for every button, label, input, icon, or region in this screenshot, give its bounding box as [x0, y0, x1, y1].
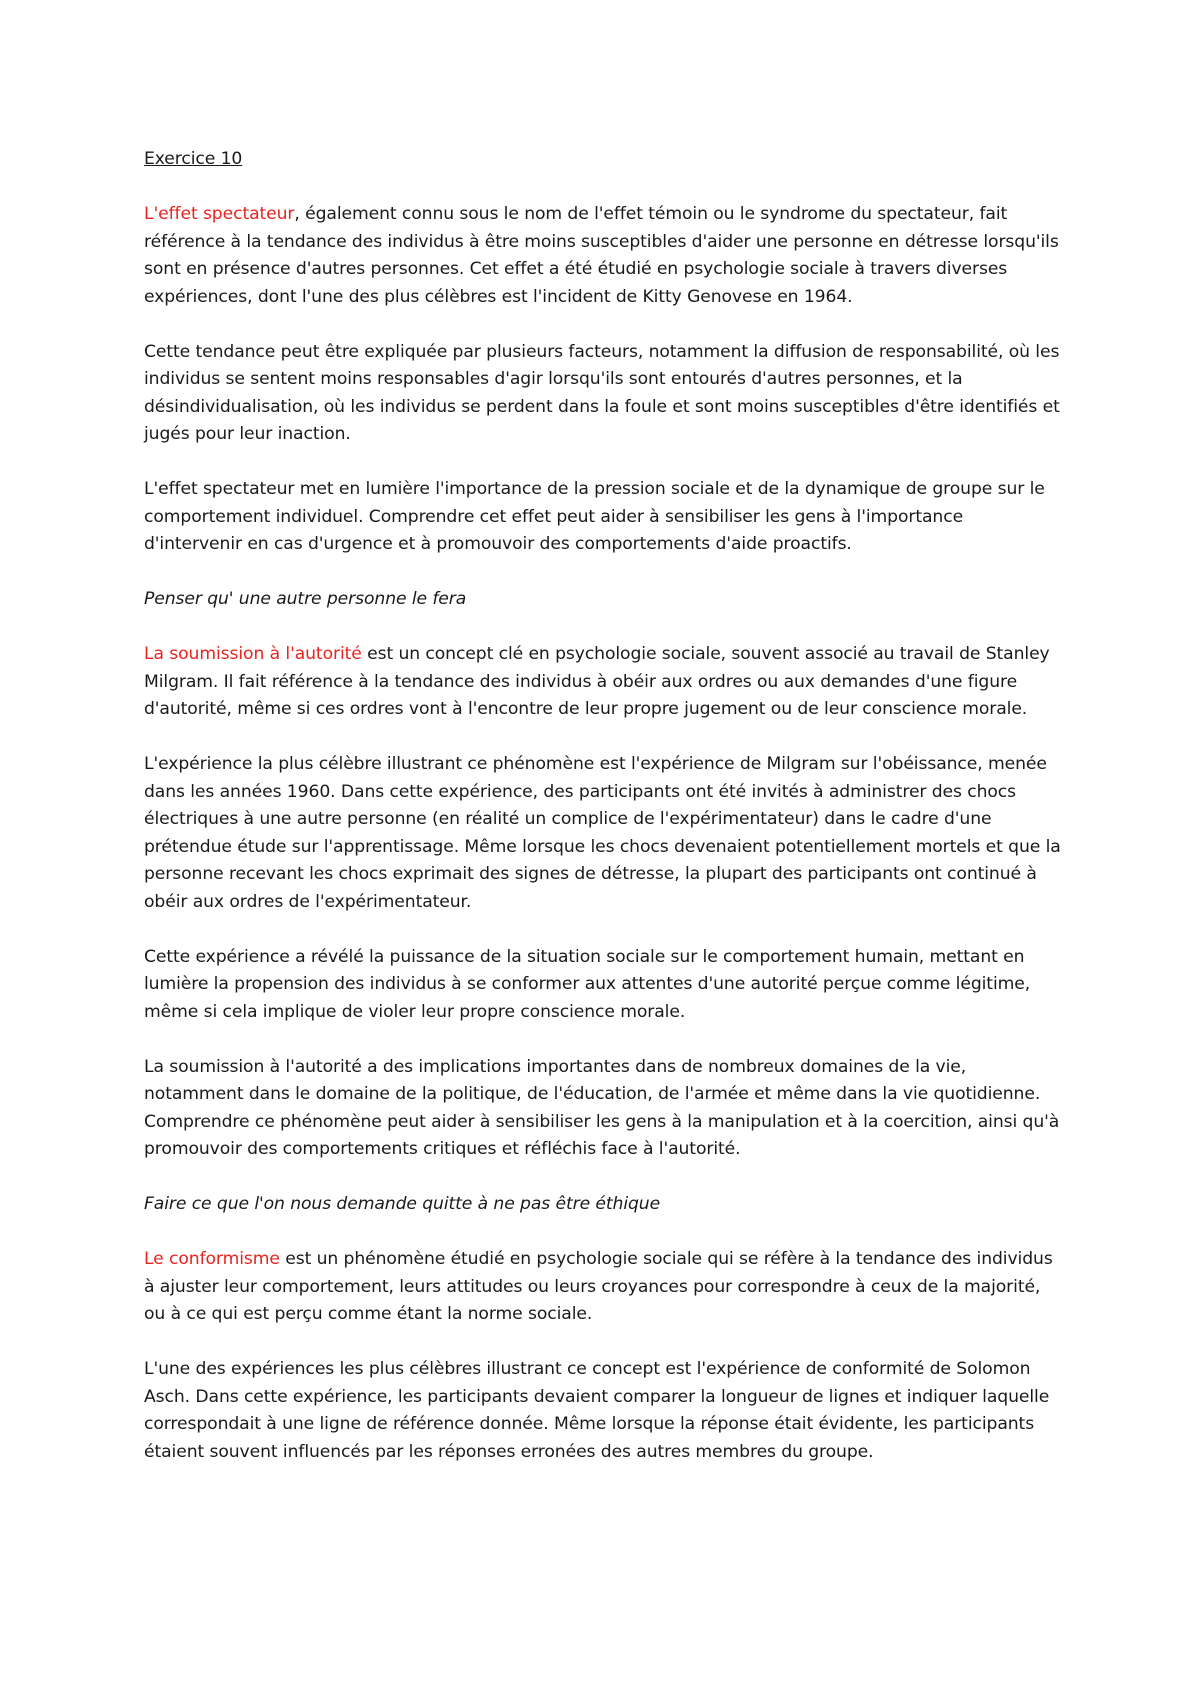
- paragraph-text: , également connu sous le nom de l'effet témoin ou le syndrome du spectateur, fait référence à la tendance des individus à être moins susceptibles d'aider une personne en détresse lorsqu'ils sont en présence d'autres personnes. Cet effet a été étudié en psychologie sociale à travers diverses expériences, dont l'une des plus célèbres est l'incident de Kitty Genovese en 1964.: [144, 204, 1059, 307]
- paragraph-bystander-definition: [144, 201, 1064, 311]
- term-bystander-effect: L'effet spectateur: [144, 204, 295, 224]
- document-page: [144, 146, 1064, 1494]
- summary-authority: Faire ce que l'on nous demande quitte à ne pas être éthique: [144, 1194, 661, 1214]
- paragraph-bystander-importance: L'effet spectateur met en lumière l'importance de la pression sociale et de la dynamique de groupe sur le comportement individuel. Comprendre cet effet peut aider à sensibiliser les gens à l'importance d'intervenir en cas d'urgence et à promouvoir des comportements d'aide proactifs.: [144, 479, 1045, 554]
- paragraph-text: est un phénomène étudié en psychologie sociale qui se réfère à la tendance des individus à ajuster leur comportement, leurs attitudes ou leurs croyances pour correspondre à ceux de la majorité, ou à ce qui est perçu comme étant la norme sociale.: [144, 1249, 1053, 1324]
- title-text: Exercice 10: [144, 149, 243, 169]
- summary-bystander: Penser qu' une autre personne le fera: [144, 589, 467, 609]
- paragraph-bystander-factors: Cette tendance peut être expliquée par plusieurs facteurs, notamment la diffusion de responsabilité, où les individus se sentent moins responsables d'agir lorsqu'ils sont entourés d'autres personnes, et la désindividualisation, où les individus se perdent dans la foule et sont moins susceptibles d'être identifiés et jugés pour leur inaction.: [144, 341, 1060, 444]
- paragraph-asch-experiment: L'une des expériences les plus célèbres illustrant ce concept est l'expérience de conformité de Solomon Asch. Dans cette expérience, les participants devaient comparer la longueur de lignes et indiquer laquelle correspondait à une ligne de référence donnée. Même lorsque la réponse était évidente, les participants étaient souvent influencés par les réponses erronées des autres membres du groupe.: [144, 1359, 1050, 1462]
- term-authority-submission: La soumission à l'autorité: [144, 644, 362, 664]
- paragraph-authority-definition: [144, 641, 1064, 724]
- paragraph-authority-implications: La soumission à l'autorité a des implications importantes dans de nombreux domaines de la vie, notamment dans le domaine de la politique, de l'éducation, de l'armée et même dans la vie quotidienne. Comprendre ce phénomène peut aider à sensibiliser les gens à la manipulation et à la coercition, ainsi qu'à promouvoir des comportements critiques et réfléchis face à l'autorité.: [144, 1056, 1060, 1159]
- document-title: [144, 146, 1064, 174]
- paragraph-authority-findings: Cette expérience a révélé la puissance de la situation sociale sur le comportement humain, mettant en lumière la propension des individus à se conformer aux attentes d'une autorité perçue comme légitime, même si cela implique de violer leur propre conscience morale.: [144, 946, 1031, 1022]
- paragraph-milgram-experiment: L'expérience la plus célèbre illustrant ce phénomène est l'expérience de Milgram sur l'obéissance, menée dans les années 1960. Dans cette expérience, des participants ont été invités à administrer des chocs électriques à une autre personne (en réalité un complice de l'expérimentateur) dans le cadre d'une prétendue étude sur l'apprentissage. Même lorsque les chocs devenaient potentiellement mortels et que la personne recevant les chocs exprimait des signes de détresse, la plupart des participants ont continué à obéir aux ordres de l'expérimentateur.: [144, 754, 1061, 912]
- term-conformism: Le conformisme: [144, 1249, 280, 1269]
- paragraph-conformism-definition: [144, 1246, 1064, 1329]
- paragraph-text: est un concept clé en psychologie sociale, souvent associé au travail de Stanley Milgram. Il fait référence à la tendance des individus à obéir aux ordres ou aux demandes d'une figure d'autorité, même si ces ordres vont à l'encontre de leur propre jugement ou de leur conscience morale.: [144, 644, 1050, 719]
